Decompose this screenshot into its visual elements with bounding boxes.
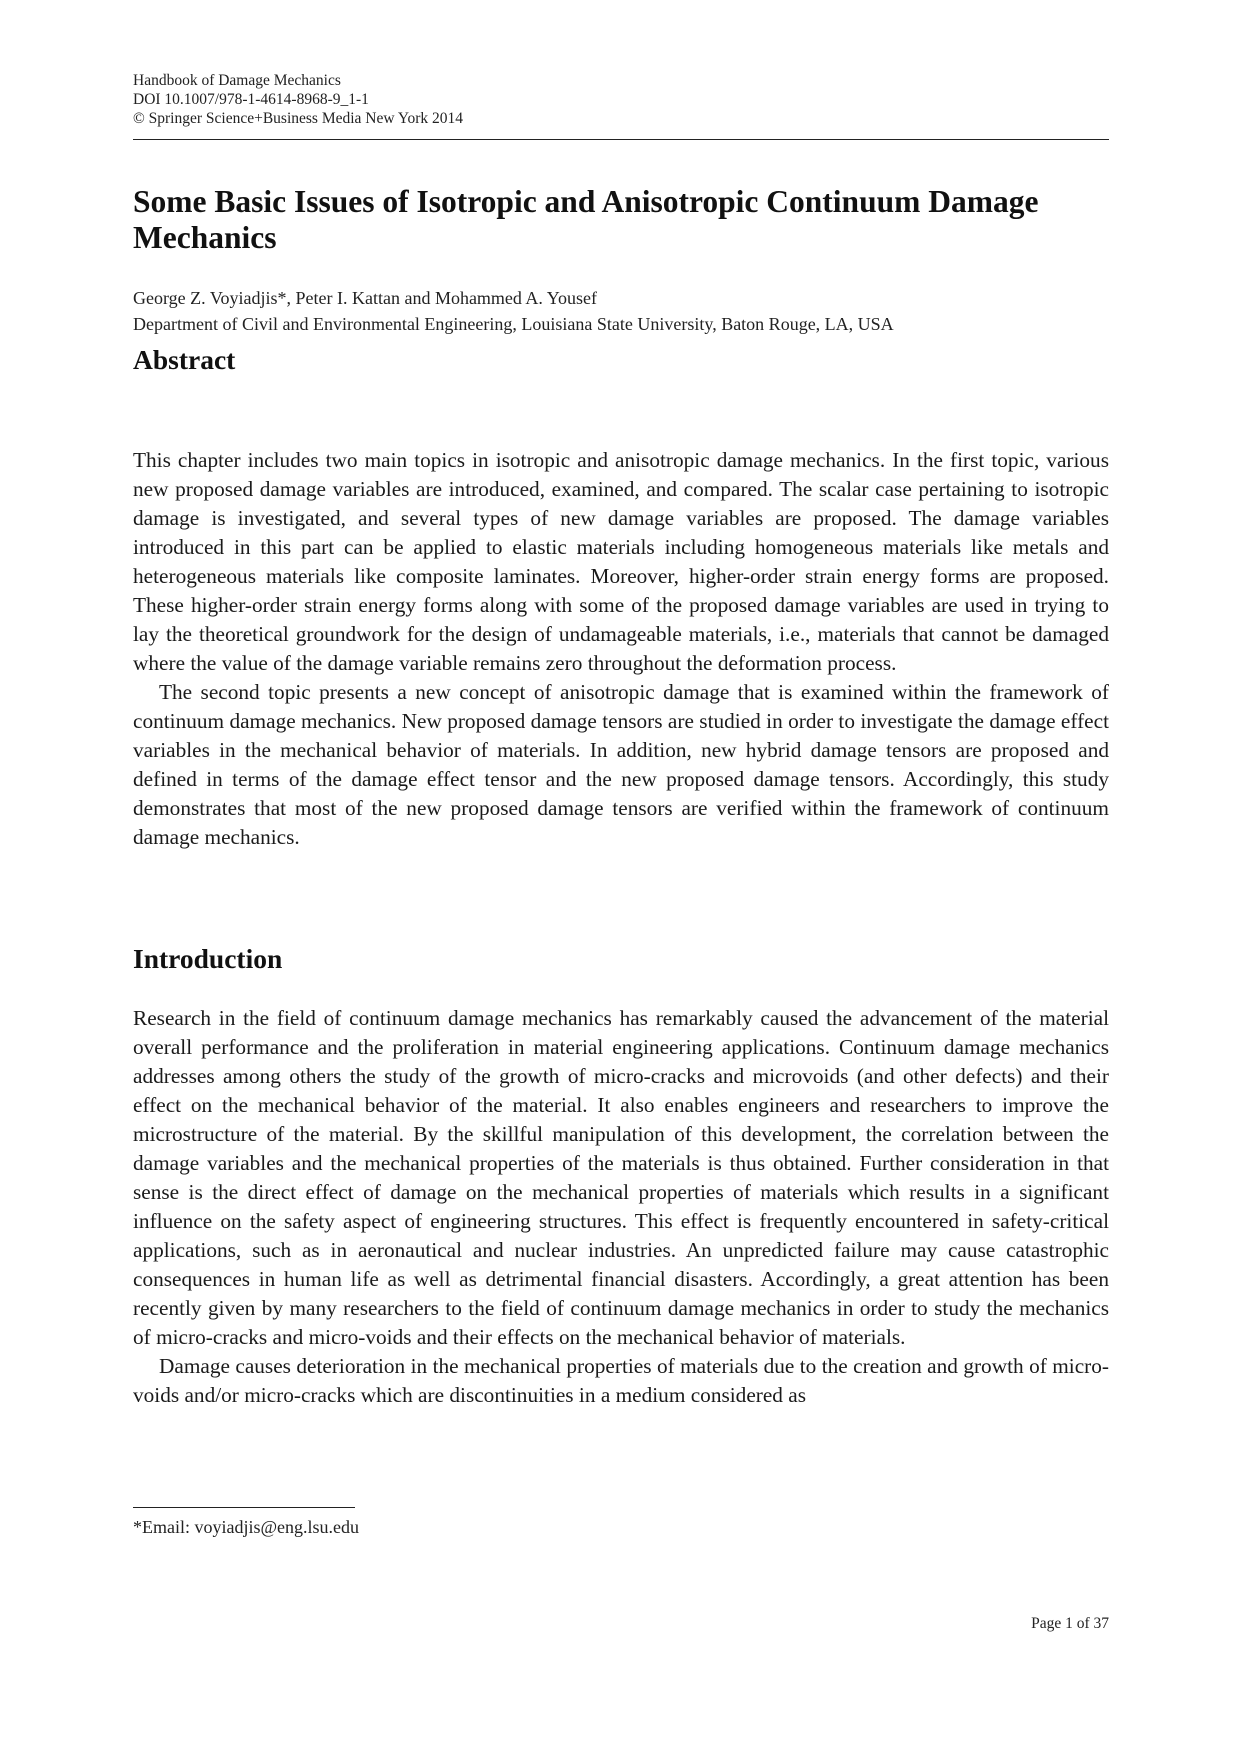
- introduction-paragraph-1: Research in the field of continuum damage mechanics has remarkably caused the advancement of the material overall performance and the proliferation in material engineering applications. Continuum damage mechanics addresses among others the study of the growth of micro-cracks and microvoids (and other defects) and their effect on the mechanical behavior of the material. It also enables engineers and researchers to improve the microstructure of the material. By the skillful manipulation of this development, the correlation between the damage variables and the mechanical properties of the materials is thus obtained. Further consideration in that sense is the direct effect of damage on the mechanical properties of materials which results in a significant influence on the safety aspect of engineering structures. This effect is frequently encountered in safety-critical applications, such as in aeronautical and nuclear industries. An unpredicted failure may cause catastrophic consequences in human life as well as detrimental financial disasters. Accordingly, a great attention has been recently given by many researchers to the field of continuum damage mechanics in order to study the mechanics of micro-cracks and micro-voids and their effects on the mechanical behavior of materials.: [133, 1006, 1109, 1349]
- header-rule: [133, 139, 1109, 140]
- abstract-paragraph-1: This chapter includes two main topics in isotropic and anisotropic damage mechanics. In the first topic, various new proposed damage variables are introduced, examined, and compared. The scalar case pertaining to isotropic damage is investigated, and several types of new damage variables are proposed. The damage variables introduced in this part can be applied to elastic materials including homogeneous materials like metals and heterogeneous materials like composite laminates. Moreover, higher-order strain energy forms are proposed. These higher-order strain energy forms along with some of the proposed damage variables are used in trying to lay the theoretical groundwork for the design of undamageable materials, i.e., materials that cannot be damaged where the value of the damage variable remains zero throughout the deformation process.: [133, 448, 1109, 675]
- abstract-paragraph-2: The second topic presents a new concept of anisotropic damage that is examined within the framework of continuum damage mechanics. New proposed damage tensors are studied in order to investigate the damage effect variables in the mechanical behavior of materials. In addition, new hybrid damage tensors are proposed and defined in terms of the damage effect tensor and the new proposed damage tensors. Accordingly, this study demonstrates that most of the new proposed damage tensors are verified within the framework of continuum damage mechanics.: [133, 680, 1109, 849]
- running-header: [133, 71, 1109, 128]
- authors: George Z. Voyiadjis*, Peter I. Kattan and Mohammed A. Yousef: [133, 288, 597, 308]
- author-block: [133, 285, 1109, 337]
- book-title: Handbook of Damage Mechanics: [133, 72, 341, 89]
- footnote-rule: [133, 1507, 355, 1508]
- chapter-title: Some Basic Issues of Isotropic and Anisotropic Continuum Damage Mechanics: [133, 184, 1039, 255]
- footnote-email: *Email: voyiadjis@eng.lsu.edu: [133, 1517, 360, 1537]
- affiliation: Department of Civil and Environmental Engineering, Louisiana State University, Baton Rouge, LA, USA: [133, 314, 894, 334]
- abstract-body: [133, 446, 1109, 852]
- abstract-heading: Abstract: [133, 344, 236, 375]
- doi: DOI 10.1007/978-1-4614-8968-9_1-1: [133, 91, 369, 108]
- introduction-paragraph-2: Damage causes deterioration in the mechanical properties of materials due to the creation and growth of micro-voids and/or micro-cracks which are discontinuities in a medium considered as: [133, 1354, 1109, 1407]
- page-number: Page 1 of 37: [1031, 1615, 1109, 1632]
- copyright: © Springer Science+Business Media New York 2014: [133, 110, 464, 127]
- introduction-heading: Introduction: [133, 943, 283, 974]
- introduction-body: [133, 1004, 1109, 1410]
